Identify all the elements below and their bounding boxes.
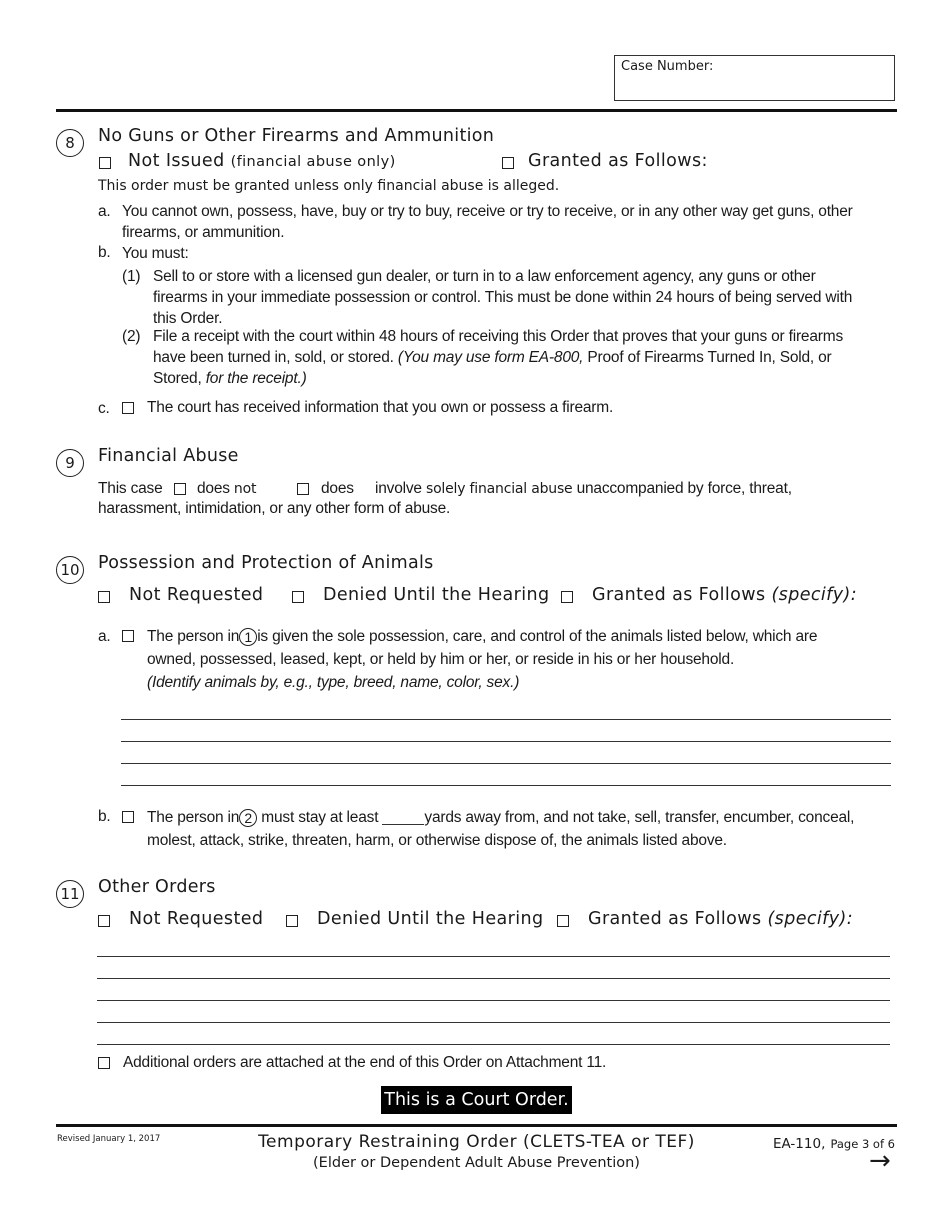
court-order-banner: This is a Court Order. bbox=[381, 1086, 572, 1114]
s8-b2-line1: File a receipt with the court within 48 hours of receiving this Order that proves that your guns or firearms bbox=[153, 328, 844, 345]
s11-not-requested-label: Not Requested bbox=[129, 909, 264, 929]
s10-yards-field[interactable] bbox=[382, 809, 424, 825]
s8-c-checkbox[interactable] bbox=[122, 402, 134, 414]
s9-does-not-label: does not bbox=[197, 480, 257, 497]
s8-granted-label: Granted as Follows: bbox=[528, 151, 708, 171]
header-rule bbox=[56, 109, 897, 112]
s10-granted-checkbox[interactable] bbox=[561, 591, 573, 603]
s8-b-letter: b. bbox=[98, 244, 111, 261]
s10-a-line2: owned, possessed, leased, kept, or held by him or her, or reside in his or her household. bbox=[147, 651, 735, 668]
case-number-box[interactable] bbox=[614, 55, 895, 101]
s9-does-checkbox[interactable] bbox=[297, 483, 309, 495]
s10-denied-checkbox[interactable] bbox=[292, 591, 304, 603]
s10-b-checkbox[interactable] bbox=[122, 811, 134, 823]
s8-b1-line1: Sell to or store with a licensed gun dealer, or turn in to a law enforcement agency, any guns or other bbox=[153, 268, 816, 285]
s11-attach-checkbox[interactable] bbox=[98, 1057, 110, 1069]
s8-b1-line3: this Order. bbox=[153, 310, 223, 327]
footer-revised: Revised January 1, 2017 bbox=[57, 1134, 161, 1144]
s10-not-requested-checkbox[interactable] bbox=[98, 591, 110, 603]
section-8-number: 8 bbox=[56, 129, 84, 157]
s9-rest: involve solely financial abuse unaccompanied by force, threat, bbox=[375, 480, 792, 497]
s10-a-line1: The person in 1 is given the sole possession, care, and control of the animals listed below, which are bbox=[147, 628, 818, 645]
s8-b1-line2: firearms in your immediate possession or control. This must be done within 24 hours of being served with bbox=[153, 289, 853, 306]
s8-not-issued-label: Not Issued (financial abuse only) bbox=[128, 151, 396, 171]
s8-b1-num: (1) bbox=[122, 268, 141, 285]
s11-denied-checkbox[interactable] bbox=[286, 915, 298, 927]
s9-line2: harassment, intimidation, or any other form of abuse. bbox=[98, 500, 451, 517]
s10-animals-line-3[interactable] bbox=[121, 763, 891, 764]
s11-orders-line-5[interactable] bbox=[97, 1044, 890, 1045]
s9-this-case: This case bbox=[98, 480, 163, 497]
s8-granted-checkbox[interactable] bbox=[502, 157, 514, 169]
s8-b-text: You must: bbox=[122, 245, 189, 262]
s10-granted-label: Granted as Follows (specify): bbox=[592, 585, 857, 605]
footer-subtitle: (Elder or Dependent Adult Abuse Prevention) bbox=[313, 1155, 640, 1171]
s9-does-not-checkbox[interactable] bbox=[174, 483, 186, 495]
s8-c-text: The court has received information that you own or possess a firearm. bbox=[147, 399, 614, 416]
s11-denied-label: Denied Until the Hearing bbox=[317, 909, 544, 929]
party-1-circle: 1 bbox=[239, 628, 257, 646]
section-11-number: 11 bbox=[56, 880, 84, 908]
s8-note: This order must be granted unless only financial abuse is alleged. bbox=[98, 178, 560, 194]
section-10-number: 10 bbox=[56, 556, 84, 584]
s10-b-letter: b. bbox=[98, 808, 111, 825]
s10-a-letter: a. bbox=[98, 628, 111, 645]
s11-granted-label: Granted as Follows (specify): bbox=[588, 909, 853, 929]
s9-does-label: does bbox=[321, 480, 354, 497]
s10-a-checkbox[interactable] bbox=[122, 630, 134, 642]
footer-rule bbox=[56, 1124, 897, 1127]
footer-form-page: EA-110, Page 3 of 6 bbox=[772, 1136, 895, 1152]
case-number-label: Case Number: bbox=[621, 59, 714, 74]
section-9-title: Financial Abuse bbox=[98, 446, 239, 466]
s11-orders-line-4[interactable] bbox=[97, 1022, 890, 1023]
s10-animals-line-2[interactable] bbox=[121, 741, 891, 742]
s11-orders-line-3[interactable] bbox=[97, 1000, 890, 1001]
s8-b2-num: (2) bbox=[122, 328, 141, 345]
s11-attach-text: Additional orders are attached at the end of this Order on Attachment 11. bbox=[123, 1054, 607, 1071]
section-10-title: Possession and Protection of Animals bbox=[98, 553, 434, 573]
s11-not-requested-checkbox[interactable] bbox=[98, 915, 110, 927]
s8-c-letter: c. bbox=[98, 400, 110, 417]
s8-a-letter: a. bbox=[98, 203, 111, 220]
s10-b-line1: The person in 2 must stay at least yards away from, and not take, sell, transfer, encumber, conceal, bbox=[147, 809, 855, 826]
s8-b2-line3: Stored, for the receipt.) bbox=[153, 370, 307, 387]
s10-animals-line-4[interactable] bbox=[121, 785, 891, 786]
s10-not-requested-label: Not Requested bbox=[129, 585, 264, 605]
section-9-number: 9 bbox=[56, 449, 84, 477]
s8-b2-line2: have been turned in, sold, or stored. (You may use form EA-800, Proof of Firearms Turned In, Sold, or bbox=[153, 349, 832, 366]
s10-animals-line-1[interactable] bbox=[121, 719, 891, 720]
s8-a-line2: firearms, or ammunition. bbox=[122, 224, 285, 241]
s11-granted-checkbox[interactable] bbox=[557, 915, 569, 927]
section-11-title: Other Orders bbox=[98, 877, 216, 897]
s10-a-line3: (Identify animals by, e.g., type, breed, name, color, sex.) bbox=[147, 674, 520, 691]
s11-orders-line-1[interactable] bbox=[97, 956, 890, 957]
s8-a-line1: You cannot own, possess, have, buy or try to buy, receive or try to receive, or in any other way get guns, other bbox=[122, 203, 853, 220]
party-2-circle: 2 bbox=[239, 809, 257, 827]
s8-not-issued-checkbox[interactable] bbox=[99, 157, 111, 169]
s10-denied-label: Denied Until the Hearing bbox=[323, 585, 550, 605]
footer-title: Temporary Restraining Order (CLETS-TEA or TEF) bbox=[258, 1132, 695, 1152]
next-page-arrow-icon[interactable]: → bbox=[869, 1146, 891, 1176]
s10-b-line2: molest, attack, strike, threaten, harm, or otherwise dispose of, the animals listed above. bbox=[147, 832, 727, 849]
s11-orders-line-2[interactable] bbox=[97, 978, 890, 979]
section-8-title: No Guns or Other Firearms and Ammunition bbox=[98, 126, 495, 146]
